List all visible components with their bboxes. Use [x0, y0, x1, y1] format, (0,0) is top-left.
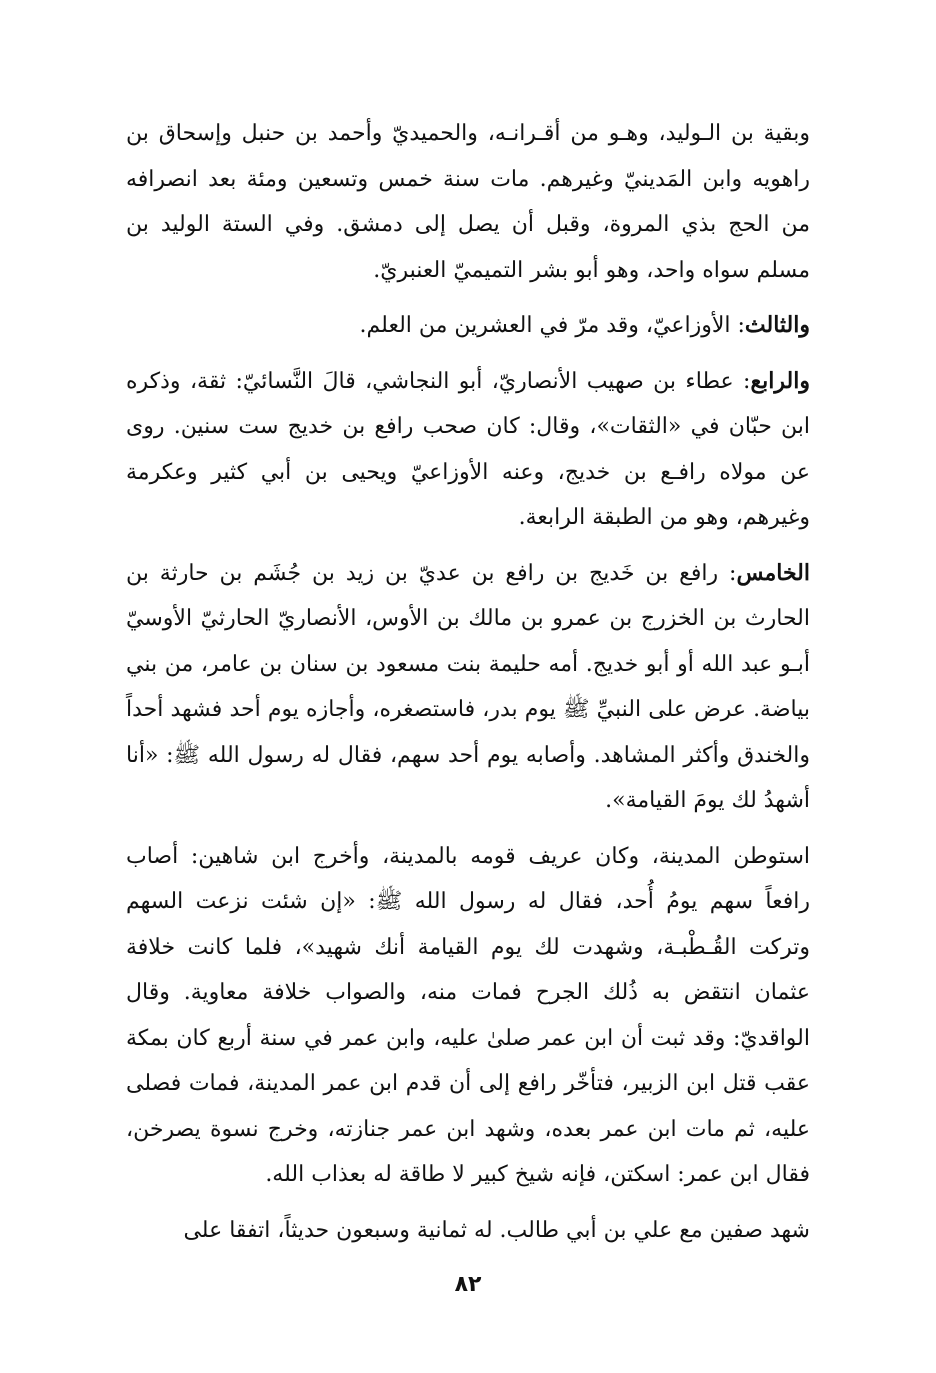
body-text [126, 111, 810, 1253]
paragraph-heading: والرابع [750, 367, 810, 394]
paragraph-heading: والثالث [744, 312, 810, 338]
paragraph-text: : عطاء بن صهيب الأنصاريّ، أبو النجاشي، قالَ النَّسائيّ: ثقة، وذكره ابن حبّان في «الثقات»، وقال: كان صحب رافع بن خديج ست سنين. روى عن مولاه رافـع بن خديج، وعنه الأوزاعيّ ويحيى بن أبي كثير وعكرمة وغيرهم، وهو من الطبقة الرابعة. [126, 368, 810, 530]
paragraph-text: استوطن المدينة، وكان عريف قومه بالمدينة، وأخرج ابن شاهين: أصاب رافعاً سهم يومُ أُحد، فقال له رسول الله ﷺ: «إن شئت نزعت السهم وتركت القُـطْبـة، وشهدت لك يوم القيامة أنك شهيد»، فلما كانت خلافة عثمان انتقض به ذُلك الجرح فمات منه، والصواب خلافة معاوية. وقال الواقديّ: وقد ثبت أن ابن عمر صلىٰ عليه، وابن عمر في سنة أربع كان بمكة عقب قتل ابن الزبير، فتأخّر رافع إلى أن قدم ابن عمر المدينة، فمات فصلى عليه، ثم مات ابن عمر بعده، وشهد ابن عمر جنازته، وخرج نسوة يصرخن، فقال ابن عمر: اسكتن، فإنه شيخ كبير لا طاقة له بعذاب الله. [126, 843, 810, 1187]
paragraph-narrators-list [126, 111, 810, 293]
paragraph-siffin [126, 1208, 810, 1254]
paragraph-text: : الأوزاعيّ، وقد مرّ في العشرين من العلم. [359, 313, 745, 338]
paragraph-biography [126, 834, 810, 1198]
paragraph-third-narrator [126, 303, 810, 349]
paragraph-fourth-narrator [126, 359, 810, 541]
paragraph-text: شهد صفين مع علي بن أبي طالب. له ثمانية وسبعون حديثاً، اتفقا على [183, 1217, 810, 1243]
paragraph-fifth-narrator [126, 551, 810, 824]
page-number: ٨٢ [454, 1272, 482, 1297]
paragraph-heading: الخامس [736, 559, 810, 586]
paragraph-text: : رافع بن خَديج بن رافع بن عديّ بن زيد بن جُشَم بن حارثة بن الحارث بن الخزرج بن عمرو بن مالك بن الأوس، الأنصاريّ الحارثيّ الأوسيّ أبـو عبد الله أو أبو خديج. أمه حليمة بنت مسعود بن سنان بن عامر، من بني بياضة. عرض على النبيِّ ﷺ يوم بدر، فاستصغره، وأجازه يوم أحد فشهد أحداً والخندق وأكثر المشاهد. وأصابه يوم أحد سهم، فقال له رسول الله ﷺ: «أنا أشهدُ لك يومَ القيامة». [126, 560, 810, 813]
paragraph-text: وبقية بن الـوليد، وهـو من أقـرانـه، والحميديّ وأحمد بن حنبل وإسحاق بن راهويه وابن المَدينيّ وغيرهم. مات سنة خمس وتسعين ومئة بعد انصرافه من الحج بذي المروة، وقبل أن يصل إلى دمشق. وفي الستة الوليد بن مسلم سواه واحد، وهو أبو بشر التميميّ العنبريّ. [126, 121, 810, 283]
